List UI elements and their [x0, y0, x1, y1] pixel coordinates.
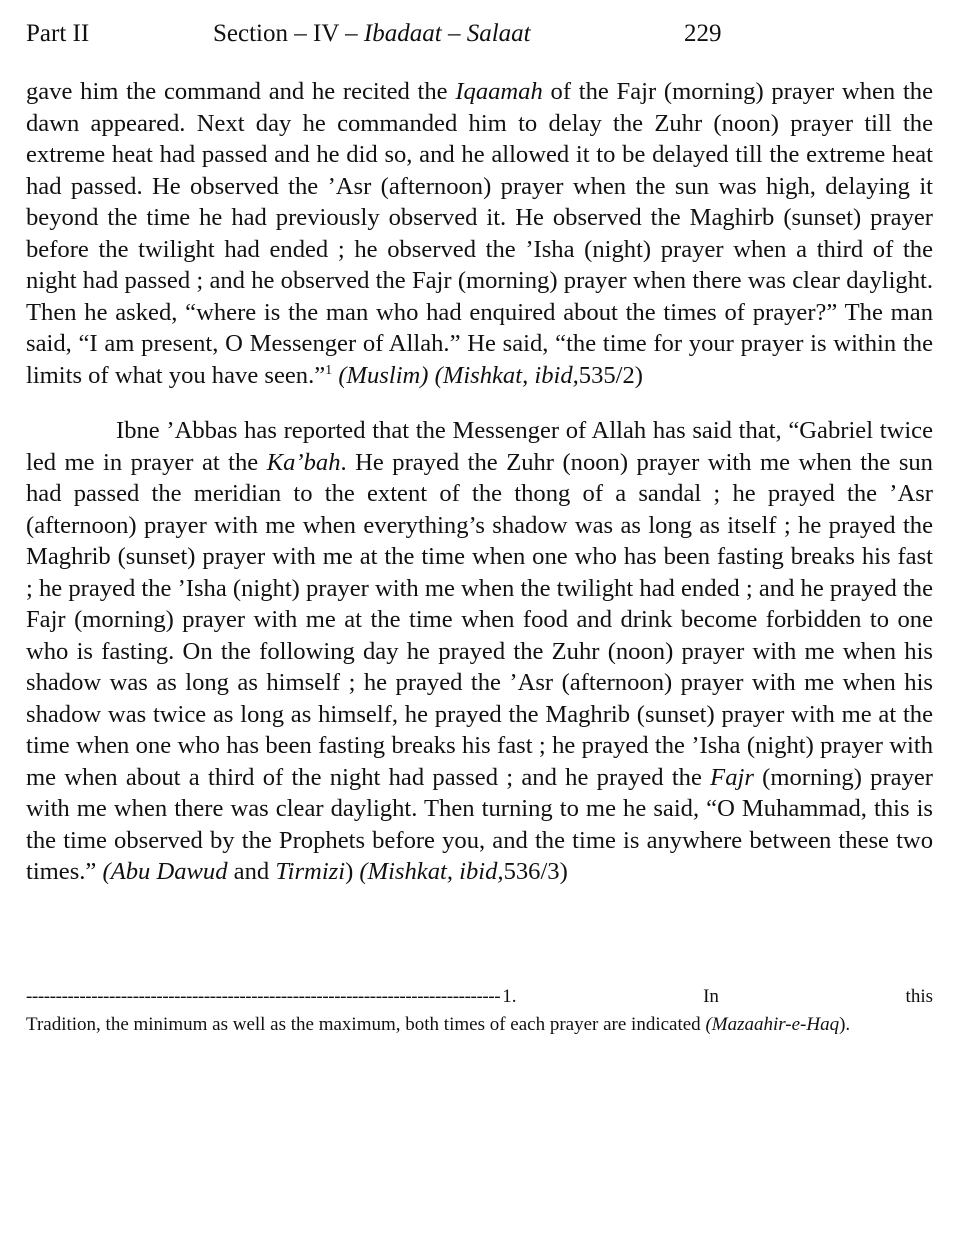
footnote-word-this: this: [905, 986, 933, 1007]
para2-text-3: (morning) prayer with me when there was clear daylight. Then turning to me he said, “O Muhammad, this is the time observed by the Prophets before you, and the time is anywhere between these two times.”: [26, 763, 933, 885]
paragraph-2: [26, 415, 933, 888]
page-header: [26, 18, 933, 50]
body-text: [26, 76, 933, 888]
para2-italic-fajr: Fajr: [710, 763, 754, 791]
part-label: Part II: [26, 20, 90, 47]
footnote-text: Tradition, the minimum as well as the maximum, both times of each prayer are indicated: [26, 1014, 706, 1035]
para1-reference-1: (Muslim): [338, 361, 429, 389]
para2-text-1: Ibne ’Abbas has reported that the Messenger of Allah has said that, “Gabriel twice led me in prayer at the: [26, 417, 933, 476]
para2-text-2: . He prayed the Zuhr (noon) prayer with me when the sun had passed the meridian to the extent of the thong of a sandal ; he prayed the ’Asr (afternoon) prayer with me when everything’s shadow was as long as itself ; he prayed the Maghrib (sunset) prayer with me at the time when one who has been fasting breaks his fast ; he prayed the ’Isha (night) prayer with me when the twilight had ended ; and he prayed the Fajr (morning) prayer with me at the time when food and drink become forbidden to one who is fasting. On the following day he prayed the Zuhr (noon) prayer with me when his shadow was as long as himself ; he prayed the ’Asr (afternoon) prayer with me when his shadow was twice as long as himself, he prayed the Maghrib (sunset) prayer with me at the time when one who has been fasting breaks his fast ; he prayed the ’Isha (night) prayer with me when about a third of the night had passed ; and he prayed the: [26, 448, 933, 791]
para2-reference-1-close: ): [345, 858, 354, 885]
footnote-first-line: [500, 984, 933, 1010]
section-subtitle: Ibadaat – Salaat: [363, 20, 531, 47]
section-title: [213, 18, 531, 50]
para2-reference-2: (Mishkat, ibid,: [359, 858, 504, 885]
para2-reference-1: (Abu Dawud: [102, 858, 228, 885]
para1-italic-term: Iqaamah: [455, 78, 543, 105]
para2-reference-2-number: 536/3): [503, 858, 568, 885]
section-prefix: Section – IV –: [213, 20, 364, 47]
para2-reference-1-second: Tirmizi: [275, 858, 346, 885]
footnote-number: 1.: [502, 986, 517, 1007]
paragraph-1: [26, 76, 933, 391]
footnote-source: (Mazaahir-e-Haq: [705, 1014, 840, 1035]
footnote-marker: 1: [325, 362, 333, 378]
page-number: 229: [684, 20, 722, 47]
footnote: [26, 1011, 933, 1038]
para2-italic-term: Ka’bah: [266, 448, 341, 476]
footnote-source-close: ).: [839, 1014, 851, 1035]
para1-reference-2-number: 535/2): [578, 361, 643, 389]
para1-text-1: gave him the command and he recited the: [26, 78, 456, 105]
dash-rule: --------------------------------------------------------------------------------: [26, 986, 501, 1007]
footnote-word-in: In: [703, 986, 719, 1007]
para1-text-2: of the Fajr (morning) prayer when the dawn appeared. Next day he commanded him to delay the Zuhr (noon) prayer till the extreme heat had passed and he did so, and he allowed it to be delayed till the extreme heat had passed. He observed the ’Asr (afternoon) prayer when the sun was high, delaying it beyond the time he had previously observed it. He observed the Maghirb (sunset) prayer before the twilight had ended ; he observed the ’Isha (night) prayer when a third of the night had passed ; and he observed the Fajr (morning) prayer when there was clear daylight. Then he asked, “where is the man who had enquired about the times of prayer?” The man said, “I am present, O Messenger of Allah.” He said, “the time for your prayer is within the limits of what you have seen.”: [26, 78, 933, 389]
para1-reference-2: (Mishkat, ibid,: [434, 361, 579, 389]
para2-reference-1-and: and: [227, 858, 276, 885]
footnote-separator: [26, 984, 933, 1010]
